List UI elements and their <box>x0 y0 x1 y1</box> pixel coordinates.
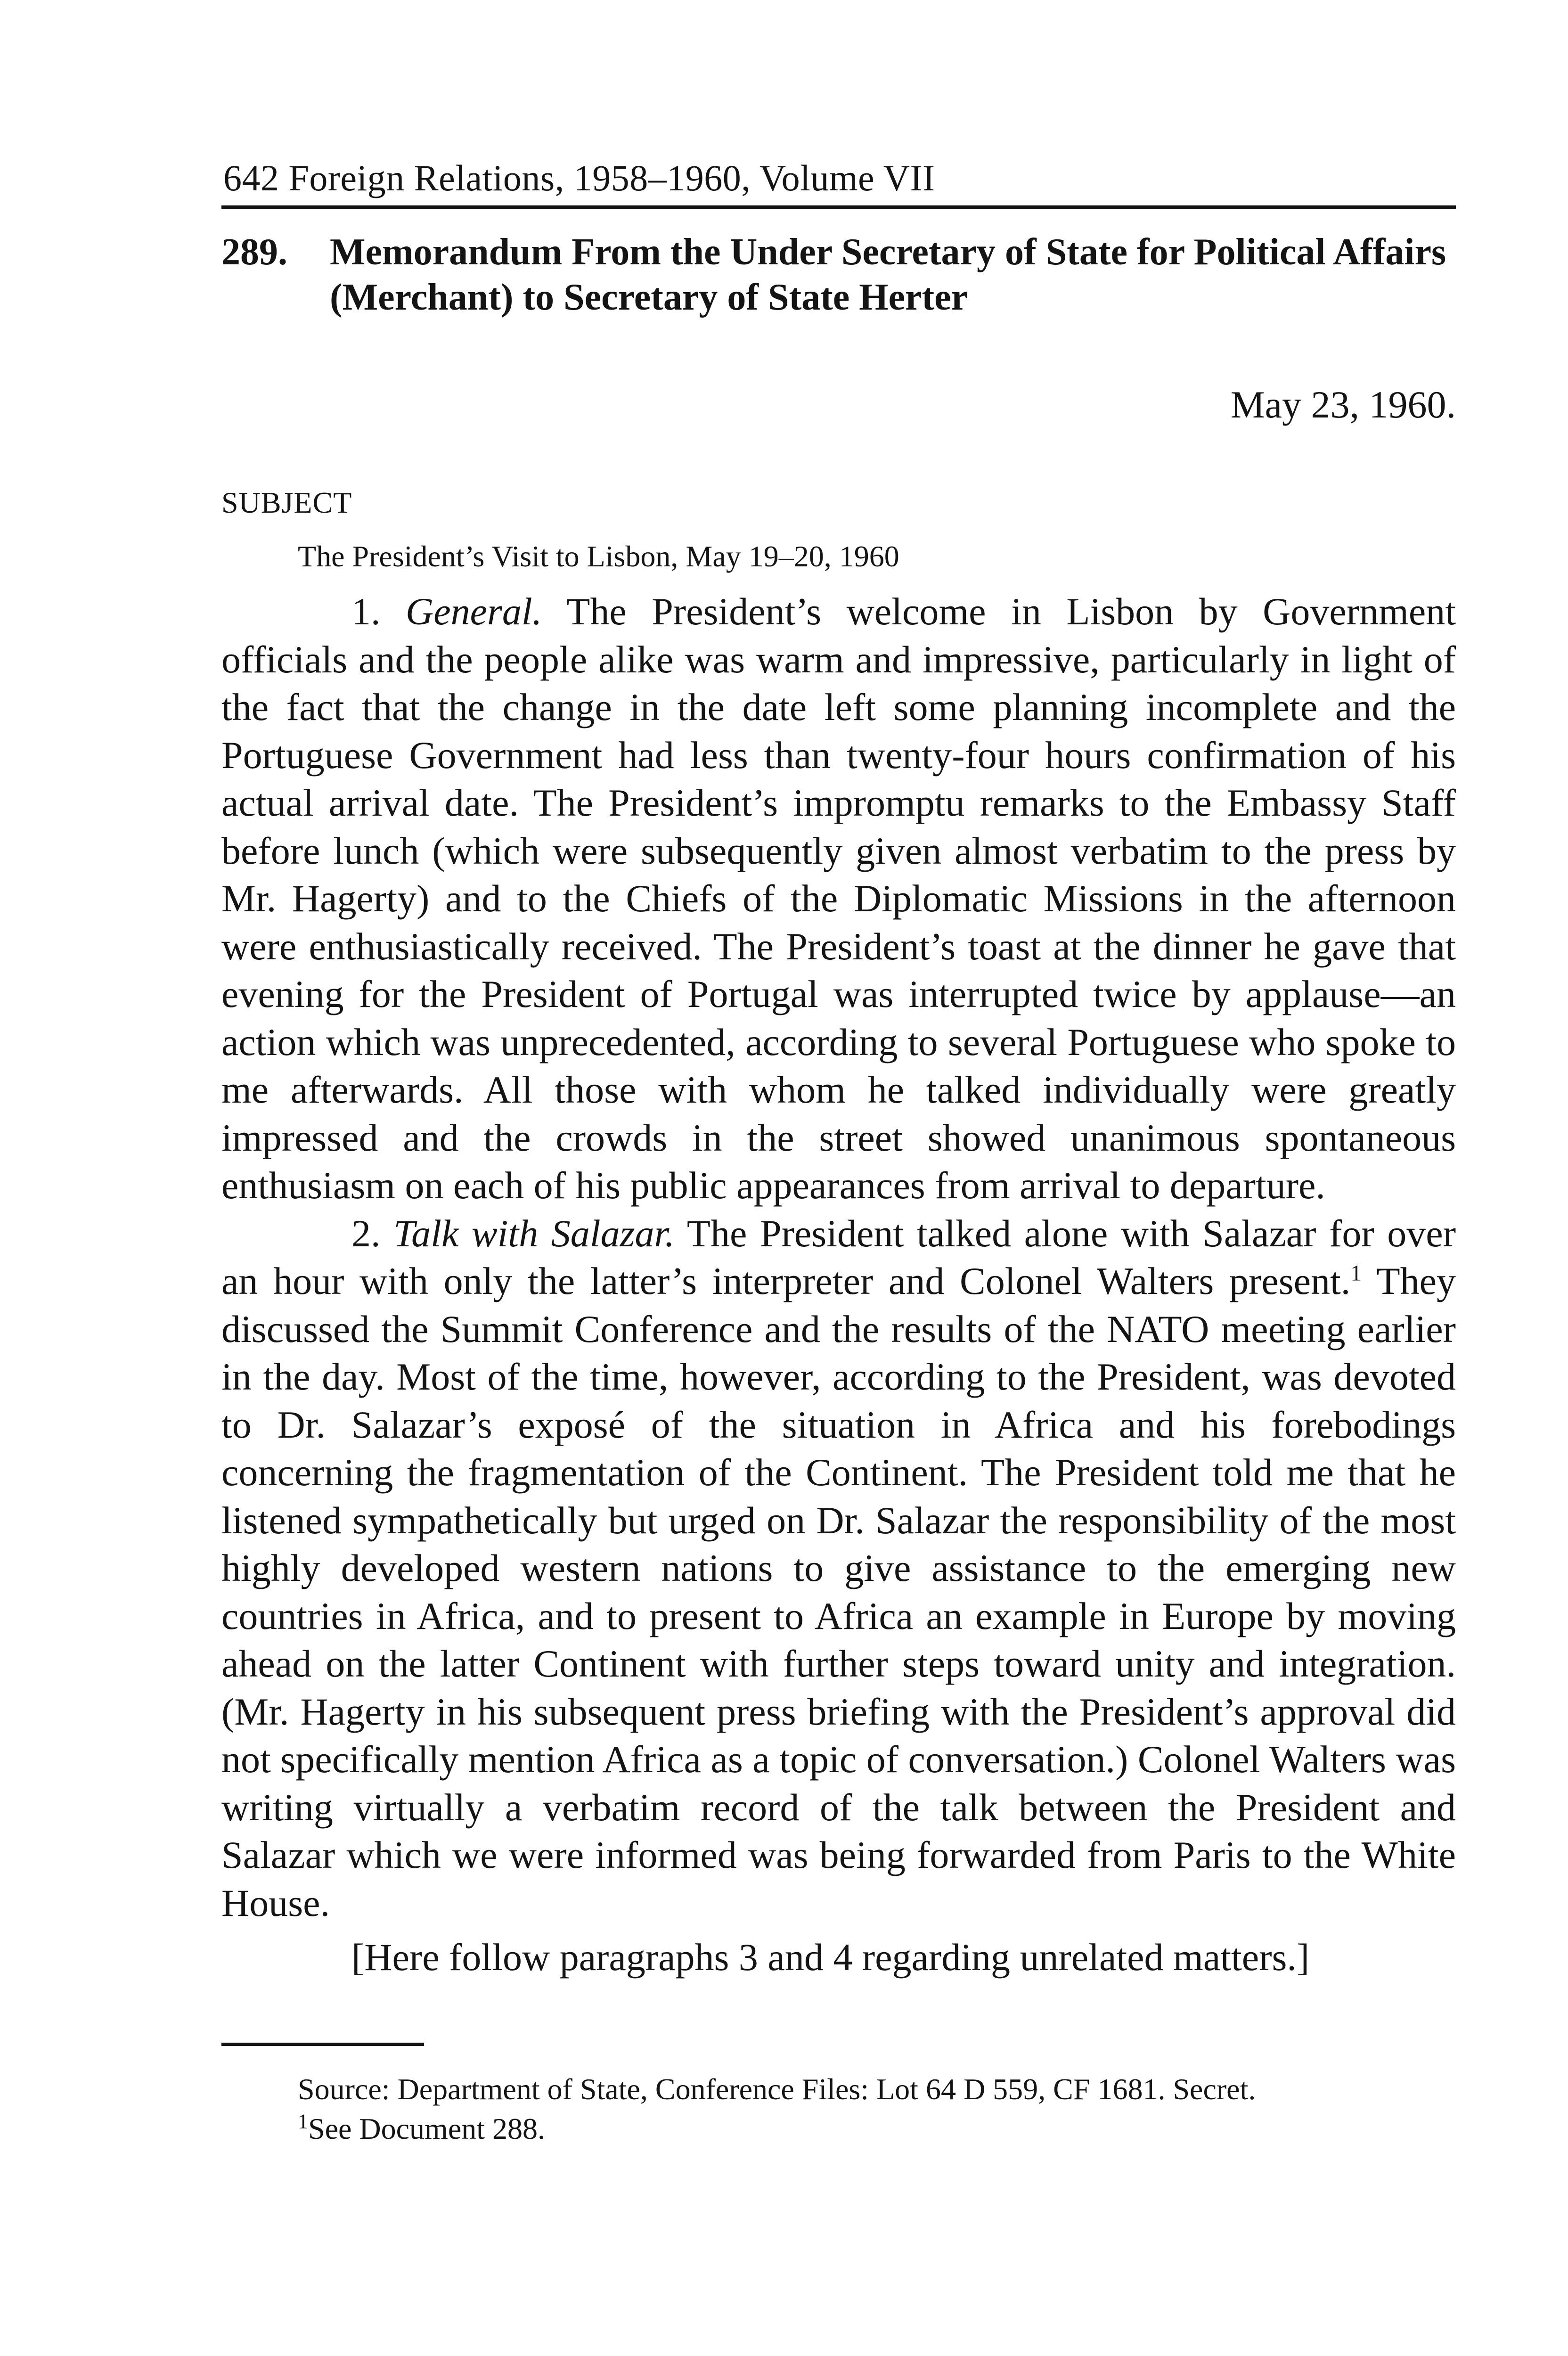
paragraph-number: 1. <box>351 590 381 633</box>
paragraph-text: The President’s welcome in Lisbon by Government officials and the people alike was warm and impressive, particularly in light of the fact that the change in the date left some planning incomplete and the Portuguese Government had less than twenty-four hours confirmation of his actual arrival date. The President’s impromptu remarks to the Embassy Staff before lunch (which were subsequently given almost verbatim to the press by Mr. Hagerty) and to the Chiefs of the Diplomatic Missions in the afternoon were enthusiastically received. The President’s toast at the dinner he gave that evening for the President of Portugal was interrupted twice by applause—an action which was unprecedented, according to several Portuguese who spoke to me afterwards. All those with whom he talked individually were greatly impressed and the crowds in the street showed unanimous spontaneous enthusiasm on each of his public appearances from arrival to departure. <box>221 590 1456 1207</box>
paragraph-text-continued: They discussed the Summit Conference and the results of the NATO meeting earlier in the day. Most of the time, however, according to the President, was devoted to Dr. Salazar’s exposé of the situation in Africa and his forebodings concerning the fragmentation of the Continent. The President told me that he listened sympathetically but urged on Dr. Salazar the responsibility of the most highly developed western nations to give assistance to the emerging new countries in Africa, and to present to Africa an example in Europe by moving ahead on the latter Continent with further steps toward unity and integration. (Mr. Hagerty in his subsequent press briefing with the President’s approval did not specifically mention Africa as a topic of conversation.) Colonel Walters was writing virtually a verbatim record of the talk between the President and Salazar which we were informed was being forwarded from Paris to the White House. <box>221 1260 1456 1924</box>
footnote-reference: 1 <box>1350 1260 1362 1286</box>
footnote-1 <box>298 2109 1456 2149</box>
document-title-block <box>221 229 1456 320</box>
paragraph-text: The President talked alone with Salazar for over an hour with only the latter’s interpreter and Colonel Walters present. <box>221 1211 1456 1302</box>
footnote-text: See Document 288. <box>308 2111 545 2145</box>
paragraph-heading: General. <box>406 590 542 633</box>
source-note: Source: Department of State, Conference Files: Lot 64 D 559, CF 1681. Secret. <box>298 2072 1256 2106</box>
paragraph-number: 2. <box>351 1211 381 1255</box>
footnote-rule <box>221 2043 424 2046</box>
document-page <box>221 155 1456 2149</box>
paragraph-talk-with-salazar <box>221 1210 1456 1927</box>
subject-text: The President’s Visit to Lisbon, May 19–20, 1960 <box>298 540 899 573</box>
memo-body <box>221 588 1456 1981</box>
footnotes <box>221 2070 1456 2149</box>
document-title: Memorandum From the Under Secretary of State for Political Affairs (Merchant) to Secretary of State Herter <box>330 231 1446 318</box>
subject-label: SUBJECT <box>221 486 352 519</box>
document-number: 289. <box>221 231 287 273</box>
editorial-note: [Here follow paragraphs 3 and 4 regarding unrelated matters.] <box>351 1936 1310 1979</box>
document-date: May 23, 1960. <box>1230 383 1456 426</box>
footnote-mark: 1 <box>298 2110 308 2133</box>
header-rule <box>221 205 1456 209</box>
paragraph-general <box>221 588 1456 1210</box>
running-head: 642 Foreign Relations, 1958–1960, Volume VII <box>223 157 935 198</box>
paragraph-heading: Talk with Salazar. <box>393 1211 675 1255</box>
